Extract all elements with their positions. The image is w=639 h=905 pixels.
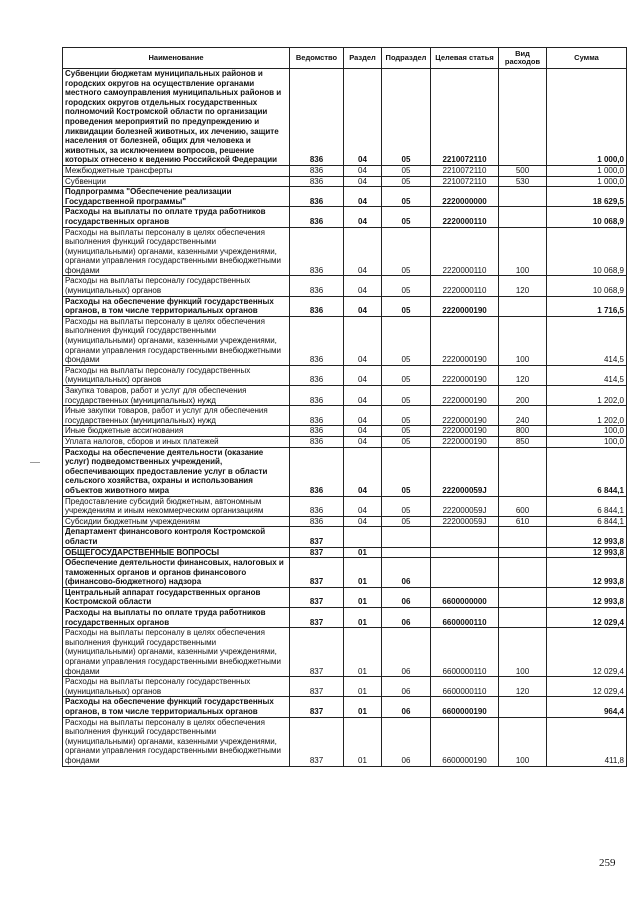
row-vid	[499, 608, 547, 628]
row-statya: 2220000000	[431, 187, 499, 207]
row-vedomstvo: 836	[290, 296, 344, 316]
table-row	[63, 608, 627, 628]
row-vedomstvo: 837	[290, 547, 344, 558]
row-vedomstvo: 837	[290, 527, 344, 547]
page-number: 259	[599, 857, 616, 869]
row-statya: 2220000110	[431, 207, 499, 227]
table-row	[63, 447, 627, 496]
row-name: Иные закупки товаров, работ и услуг для обеспечения государственных (муниципальных) нужд	[63, 406, 290, 426]
table-row	[63, 207, 627, 227]
row-name: Департамент финансового контроля Костромской области	[63, 527, 290, 547]
row-summa: 10 068,9	[547, 207, 627, 227]
row-vedomstvo: 837	[290, 608, 344, 628]
row-razdel: 04	[344, 316, 382, 365]
row-summa: 12 993,8	[547, 587, 627, 607]
row-podrazdel: 05	[382, 436, 431, 447]
row-podrazdel: 06	[382, 717, 431, 766]
header-statya: Целевая статья	[431, 48, 499, 69]
row-podrazdel: 05	[382, 316, 431, 365]
header-vedomstvo: Ведомство	[290, 48, 344, 69]
row-summa: 100,0	[547, 436, 627, 447]
row-vedomstvo: 836	[290, 386, 344, 406]
header-podrazdel: Подраздел	[382, 48, 431, 69]
row-vedomstvo: 836	[290, 496, 344, 516]
row-vid: 100	[499, 227, 547, 276]
row-name: Субвенции бюджетам муниципальных районов и городских округов на осуществление органами местного самоуправления муниципальных районов и городских округов отдельных государственных полномочий Костромской области по организации проведения мероприятий по предупреждению и ликвидации болезней животных, их лечению, защите населения от болезней, общих для человека и животных, за исключением вопросов, решение которых отнесено к ведению Российской Федерации	[63, 69, 290, 166]
row-summa: 1 202,0	[547, 386, 627, 406]
row-vedomstvo: 836	[290, 165, 344, 176]
row-razdel: 01	[344, 717, 382, 766]
row-summa: 414,5	[547, 316, 627, 365]
row-podrazdel	[382, 547, 431, 558]
row-vid: 240	[499, 406, 547, 426]
row-summa: 12 029,4	[547, 677, 627, 697]
row-podrazdel: 05	[382, 165, 431, 176]
row-vid	[499, 296, 547, 316]
row-name: Расходы на выплаты персоналу в целях обеспечения выполнения функций государственными (муниципальными) органами, казенными учреждениями, органами управления государственными внебюджетными фондами	[63, 717, 290, 766]
table-row	[63, 587, 627, 607]
row-vedomstvo: 837	[290, 628, 344, 677]
table-body	[63, 69, 627, 767]
table-row	[63, 677, 627, 697]
row-summa: 1 000,0	[547, 165, 627, 176]
row-razdel: 04	[344, 296, 382, 316]
row-summa: 411,8	[547, 717, 627, 766]
row-podrazdel: 05	[382, 516, 431, 527]
row-statya: 222000059J	[431, 516, 499, 527]
row-summa: 414,5	[547, 365, 627, 385]
row-podrazdel: 05	[382, 207, 431, 227]
row-statya: 222000059J	[431, 496, 499, 516]
row-podrazdel: 06	[382, 608, 431, 628]
row-razdel: 04	[344, 176, 382, 187]
row-name: Расходы на обеспечение функций государственных органов, в том числе территориальных органов	[63, 296, 290, 316]
row-vid	[499, 697, 547, 717]
row-vid: 800	[499, 426, 547, 437]
row-name: Расходы на выплаты персоналу государственных (муниципальных) органов	[63, 365, 290, 385]
row-summa: 18 629,5	[547, 187, 627, 207]
row-statya: 2220000110	[431, 276, 499, 296]
row-vedomstvo: 837	[290, 677, 344, 697]
row-razdel: 01	[344, 628, 382, 677]
row-vid	[499, 447, 547, 496]
header-razdel: Раздел	[344, 48, 382, 69]
row-name: Расходы на выплаты персоналу в целях обеспечения выполнения функций государственными (муниципальными) органами, казенными учреждениями, органами управления государственными внебюджетными фондами	[63, 628, 290, 677]
row-vid	[499, 547, 547, 558]
row-razdel	[344, 527, 382, 547]
row-name: Предоставление субсидий бюджетным, автономным учреждениям и иным некоммерческим организациям	[63, 496, 290, 516]
row-vedomstvo: 837	[290, 587, 344, 607]
row-razdel: 04	[344, 69, 382, 166]
table-row	[63, 558, 627, 588]
row-summa: 6 844,1	[547, 447, 627, 496]
row-statya	[431, 527, 499, 547]
row-podrazdel: 05	[382, 276, 431, 296]
row-vid	[499, 187, 547, 207]
row-statya: 222000059J	[431, 447, 499, 496]
row-statya: 2210072110	[431, 176, 499, 187]
row-statya: 6600000190	[431, 697, 499, 717]
row-podrazdel: 05	[382, 296, 431, 316]
row-razdel: 04	[344, 436, 382, 447]
row-summa: 12 993,8	[547, 558, 627, 588]
row-vid: 850	[499, 436, 547, 447]
row-summa: 1 716,5	[547, 296, 627, 316]
row-statya: 2220000190	[431, 386, 499, 406]
row-razdel: 04	[344, 187, 382, 207]
row-podrazdel	[382, 527, 431, 547]
row-vid: 500	[499, 165, 547, 176]
row-vid	[499, 558, 547, 588]
row-statya: 2220000190	[431, 365, 499, 385]
row-razdel: 01	[344, 558, 382, 588]
row-vedomstvo: 836	[290, 187, 344, 207]
table-row	[63, 386, 627, 406]
row-razdel: 04	[344, 227, 382, 276]
row-vedomstvo: 836	[290, 447, 344, 496]
row-podrazdel: 05	[382, 496, 431, 516]
row-vid: 530	[499, 176, 547, 187]
row-statya: 6600000110	[431, 628, 499, 677]
row-statya: 2220000190	[431, 296, 499, 316]
row-vid: 100	[499, 717, 547, 766]
row-razdel: 01	[344, 587, 382, 607]
row-vid	[499, 207, 547, 227]
row-vedomstvo: 836	[290, 69, 344, 166]
table-row	[63, 406, 627, 426]
row-podrazdel: 05	[382, 365, 431, 385]
row-summa: 6 844,1	[547, 496, 627, 516]
row-razdel: 04	[344, 426, 382, 437]
table-row	[63, 227, 627, 276]
row-vedomstvo: 836	[290, 276, 344, 296]
row-summa: 1 000,0	[547, 176, 627, 187]
row-vedomstvo: 836	[290, 516, 344, 527]
table-row	[63, 176, 627, 187]
table-row	[63, 628, 627, 677]
row-statya: 6600000110	[431, 677, 499, 697]
row-statya: 2220000190	[431, 426, 499, 437]
row-razdel: 04	[344, 406, 382, 426]
table-row	[63, 187, 627, 207]
row-vid	[499, 69, 547, 166]
row-vid: 600	[499, 496, 547, 516]
row-name: Уплата налогов, сборов и иных платежей	[63, 436, 290, 447]
row-vid: 100	[499, 316, 547, 365]
row-podrazdel: 06	[382, 697, 431, 717]
table-row	[63, 165, 627, 176]
row-name: Расходы на обеспечение деятельности (оказание услуг) подведомственных учреждений, обеспечивающих предоставление услуг в области сельского хозяйства, охраны и использования объектов животного мира	[63, 447, 290, 496]
table-row	[63, 365, 627, 385]
row-statya: 2220000190	[431, 406, 499, 426]
row-statya	[431, 558, 499, 588]
row-podrazdel: 05	[382, 386, 431, 406]
row-summa: 10 068,9	[547, 276, 627, 296]
row-summa: 12 993,8	[547, 547, 627, 558]
row-name: Субсидии бюджетным учреждениям	[63, 516, 290, 527]
row-name: Межбюджетные трансферты	[63, 165, 290, 176]
row-podrazdel: 05	[382, 406, 431, 426]
row-summa: 1 202,0	[547, 406, 627, 426]
row-summa: 6 844,1	[547, 516, 627, 527]
row-vedomstvo: 836	[290, 316, 344, 365]
row-statya: 6600000190	[431, 717, 499, 766]
row-vid: 120	[499, 276, 547, 296]
table-row	[63, 717, 627, 766]
table-row	[63, 527, 627, 547]
row-summa: 100,0	[547, 426, 627, 437]
budget-table	[62, 47, 627, 767]
row-vedomstvo: 837	[290, 558, 344, 588]
header-summa: Сумма	[547, 48, 627, 69]
row-name: Расходы на выплаты персоналу государственных (муниципальных) органов	[63, 276, 290, 296]
row-razdel: 04	[344, 516, 382, 527]
row-podrazdel: 05	[382, 69, 431, 166]
row-summa: 12 029,4	[547, 608, 627, 628]
row-name: Расходы на выплаты по оплате труда работников государственных органов	[63, 207, 290, 227]
row-statya: 6600000110	[431, 608, 499, 628]
table-row	[63, 296, 627, 316]
table-row	[63, 436, 627, 447]
row-name: Обеспечение деятельности финансовых, налоговых и таможенных органов и органов финансового (финансово-бюджетного) надзора	[63, 558, 290, 588]
header-name: Наименование	[63, 48, 290, 69]
row-name: Закупка товаров, работ и услуг для обеспечения государственных (муниципальных) нужд	[63, 386, 290, 406]
row-name: Расходы на обеспечение функций государственных органов, в том числе территориальных органов	[63, 697, 290, 717]
row-name: Центральный аппарат государственных органов Костромской области	[63, 587, 290, 607]
row-vedomstvo: 837	[290, 717, 344, 766]
row-vedomstvo: 836	[290, 227, 344, 276]
row-statya	[431, 547, 499, 558]
row-razdel: 04	[344, 207, 382, 227]
row-podrazdel: 06	[382, 558, 431, 588]
table-row	[63, 316, 627, 365]
row-summa: 12 993,8	[547, 527, 627, 547]
table-row	[63, 426, 627, 437]
table-row	[63, 69, 627, 166]
row-razdel: 04	[344, 496, 382, 516]
row-vid: 100	[499, 628, 547, 677]
row-vid: 610	[499, 516, 547, 527]
row-name: Подпрограмма "Обеспечение реализации Государственной программы"	[63, 187, 290, 207]
row-razdel: 04	[344, 365, 382, 385]
row-statya: 2210072110	[431, 165, 499, 176]
row-razdel: 01	[344, 697, 382, 717]
row-podrazdel: 05	[382, 426, 431, 437]
row-razdel: 04	[344, 386, 382, 406]
row-statya: 2220000190	[431, 316, 499, 365]
table-row	[63, 697, 627, 717]
row-vedomstvo: 836	[290, 365, 344, 385]
row-vedomstvo: 836	[290, 406, 344, 426]
row-summa: 10 068,9	[547, 227, 627, 276]
row-podrazdel: 06	[382, 587, 431, 607]
row-razdel: 01	[344, 547, 382, 558]
row-statya: 6600000000	[431, 587, 499, 607]
table-row	[63, 496, 627, 516]
table-row	[63, 516, 627, 527]
row-razdel: 01	[344, 608, 382, 628]
row-name: Субвенции	[63, 176, 290, 187]
row-summa: 12 029,4	[547, 628, 627, 677]
row-vedomstvo: 837	[290, 697, 344, 717]
row-podrazdel: 05	[382, 447, 431, 496]
row-statya: 2210072110	[431, 69, 499, 166]
row-name: Расходы на выплаты персоналу в целях обеспечения выполнения функций государственными (муниципальными) органами, казенными учреждениями, органами управления государственными внебюджетными фондами	[63, 227, 290, 276]
row-razdel: 01	[344, 677, 382, 697]
row-name: Иные бюджетные ассигнования	[63, 426, 290, 437]
row-vid: 200	[499, 386, 547, 406]
row-vid	[499, 587, 547, 607]
row-podrazdel: 05	[382, 176, 431, 187]
row-vedomstvo: 836	[290, 436, 344, 447]
row-podrazdel: 05	[382, 227, 431, 276]
row-vedomstvo: 836	[290, 207, 344, 227]
row-name: Расходы на выплаты персоналу в целях обеспечения выполнения функций государственными (муниципальными) органами, казенными учреждениями, органами управления государственными внебюджетными фондами	[63, 316, 290, 365]
row-razdel: 04	[344, 165, 382, 176]
row-statya: 2220000110	[431, 227, 499, 276]
row-name: Расходы на выплаты персоналу государственных (муниципальных) органов	[63, 677, 290, 697]
row-name: Расходы на выплаты по оплате труда работников государственных органов	[63, 608, 290, 628]
row-summa: 964,4	[547, 697, 627, 717]
header-vid: Вид расходов	[499, 48, 547, 69]
row-podrazdel: 06	[382, 677, 431, 697]
row-name: ОБЩЕГОСУДАРСТВЕННЫЕ ВОПРОСЫ	[63, 547, 290, 558]
row-vid: 120	[499, 677, 547, 697]
row-summa: 1 000,0	[547, 69, 627, 166]
row-vedomstvo: 836	[290, 176, 344, 187]
table-header	[63, 48, 627, 69]
row-podrazdel: 06	[382, 628, 431, 677]
row-razdel: 04	[344, 447, 382, 496]
row-vid	[499, 527, 547, 547]
row-vid: 120	[499, 365, 547, 385]
margin-mark	[30, 462, 40, 463]
row-razdel: 04	[344, 276, 382, 296]
row-podrazdel: 05	[382, 187, 431, 207]
table-row	[63, 547, 627, 558]
row-vedomstvo: 836	[290, 426, 344, 437]
table-row	[63, 276, 627, 296]
row-statya: 2220000190	[431, 436, 499, 447]
